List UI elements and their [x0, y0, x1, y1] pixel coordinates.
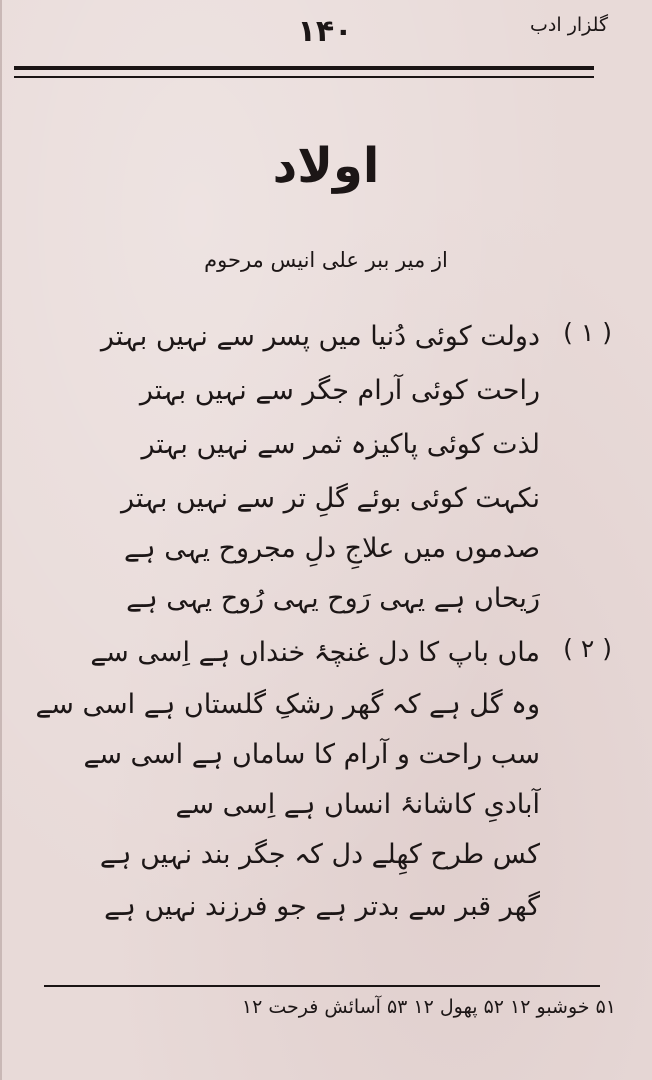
- verse-line: گھر قبر سے بدتر ہے جو فرزند نہیں ہے: [104, 891, 540, 922]
- footer-contents: ۵۱ خوشبو ۱۲ ۵۲ پھول ۱۲ ۵۳ آسائش فرحت ۱۲: [241, 996, 616, 1018]
- poem-title: اولاد: [272, 138, 380, 194]
- verse-line: لذت کوئی پاکیزہ ثمر سے نہیں بہتر: [141, 429, 540, 460]
- poem-author: از میر ببر علی انیس مرحوم: [204, 248, 448, 272]
- stanza-number: ( ۱ ): [563, 318, 612, 347]
- verse-line: رَیحاں ہے یہی رَوح یہی رُوح یہی ہے: [126, 583, 540, 614]
- verse-line: وہ گل ہے کہ گھر رشکِ گلستاں ہے اسی سے: [35, 689, 540, 720]
- footer-rule: [44, 985, 600, 987]
- verse-line: دولت کوئی دُنیا میں پسر سے نہیں بہتر: [100, 321, 540, 352]
- running-header-title: گلزار ادب: [530, 14, 608, 36]
- page-number: ۱۴۰: [297, 14, 353, 49]
- verse-line: صدموں میں علاجِ دلِ مجروح یہی ہے: [123, 533, 540, 564]
- header-rule-thick: [14, 66, 594, 70]
- verse-line: آبادیِ کاشانۂ انساں ہے اِسی سے: [175, 789, 540, 820]
- verse-line: سب راحت و آرام کا ساماں ہے اسی سے: [83, 739, 540, 770]
- header-rule-thin: [14, 76, 594, 78]
- stanza-number: ( ۲ ): [563, 634, 612, 663]
- verse-line: ماں باپ کا دل غنچۂ خنداں ہے اِسی سے: [90, 637, 540, 668]
- verse-line: نکہت کوئی بوئے گلِ تر سے نہیں بہتر: [120, 483, 540, 514]
- verse-line: کس طرح کھِلے دل کہ جگر بند نہیں ہے: [99, 839, 540, 870]
- verse-line: راحت کوئی آرام جگر سے نہیں بہتر: [139, 375, 540, 406]
